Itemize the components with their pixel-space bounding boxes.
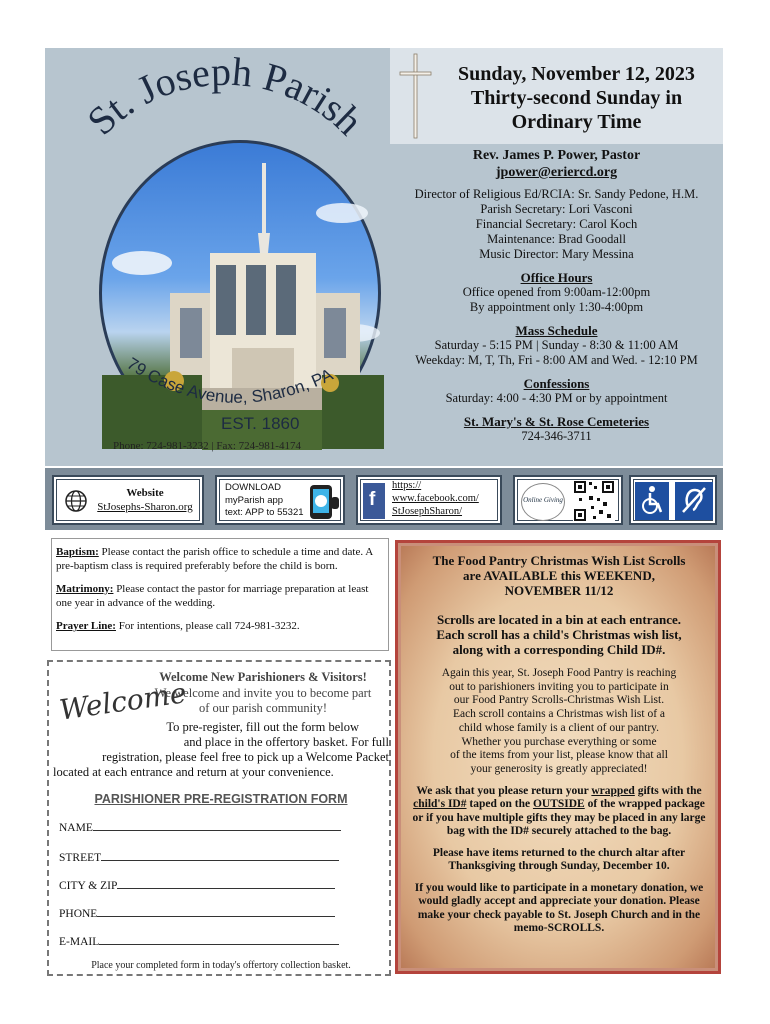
bulletin-page <box>45 48 723 978</box>
welcome-body: To pre-register, fill out the form below and place in the offertory basket. For full registration, please feel free to pick up a Welcome Packet located at each entrance and return at your convenience. <box>53 720 389 779</box>
pastor-email[interactable]: jpower@eriercd.org <box>495 165 618 180</box>
website-label: Website <box>126 487 164 499</box>
contact-strip <box>45 468 723 530</box>
facebook-link[interactable]: https:// www.facebook.com/ StJosephSharon/ <box>392 480 479 517</box>
cemeteries-heading: St. Mary's & St. Rose Cemeteries <box>463 414 650 429</box>
app-text-code: text: APP to 55321 <box>225 507 304 518</box>
staff-line: Parish Secretary: Lori Vasconi <box>480 202 633 216</box>
phone-field[interactable]: PHONE <box>59 906 335 920</box>
welcome-registration-box <box>47 660 391 976</box>
office-hours-line: Office opened from 9:00am-12:00pm <box>462 285 651 299</box>
online-giving-logo: Online Giving <box>521 483 565 521</box>
app-box[interactable] <box>215 475 345 525</box>
header <box>45 48 723 466</box>
confessions-heading: Confessions <box>523 376 590 391</box>
parish-name: St. Joseph Parish <box>78 48 372 144</box>
address-arc <box>45 48 390 466</box>
staff-line: Maintenance: Brad Goodall <box>487 232 626 246</box>
street-field[interactable]: STREET <box>59 850 339 864</box>
gift-return-instructions: We ask that you please return your wrapped gifts with the child's ID# taped on the OUTSIDE of the wrapped package or if you have multiple gifts they may be placed in any large bag with the ID# securely attached to the bag. <box>412 784 706 838</box>
facebook-box[interactable] <box>356 475 502 525</box>
website-link[interactable]: StJosephs-Sharon.org <box>97 501 193 513</box>
liturgy-line-1: Thirty-second Sunday in <box>470 87 683 109</box>
website-box[interactable] <box>52 475 204 525</box>
parish-info <box>390 148 723 444</box>
cross-icon <box>398 54 434 138</box>
parish-address: 79 Case Avenue, Sharon, PA <box>123 353 336 407</box>
donation-note: If you would like to participate in a monetary donation, we would gladly accept and appreciate your donation. Please make your check payable to St. Joseph Church and in the memo-SCROLLS. <box>414 881 704 935</box>
mass-schedule-line: Saturday - 5:15 PM | Sunday - 8:30 & 11:00 AM <box>434 338 679 352</box>
staff-line: Director of Religious Ed/RCIA: Sr. Sandy Pedone, H.M. <box>414 187 699 201</box>
date-banner <box>390 48 723 144</box>
cemeteries-phone: 724-346-3711 <box>521 429 592 443</box>
hearing-assist-icon <box>675 482 713 520</box>
bulletin-title <box>434 62 719 134</box>
food-pantry-heading: The Food Pantry Christmas Wish List Scrolls are AVAILABLE this WEEKEND, NOVEMBER 11/12 <box>432 553 686 598</box>
svg-text:79 Case Avenue, Sharon, PA <box>124 354 337 407</box>
app-download-label: DOWNLOAD <box>225 482 281 493</box>
mass-schedule-line: Weekday: M, T, Th, Fri - 8:00 AM and Wed. - 12:10 PM <box>415 353 698 367</box>
accessibility-box <box>629 475 717 525</box>
svg-text:Welcome: Welcome <box>57 676 189 727</box>
welcome-title: Welcome New Parishioners & Visitors! <box>159 670 367 684</box>
parish-logo-panel <box>45 48 385 466</box>
qr-code-icon[interactable] <box>573 480 615 522</box>
form-instructions: Place your completed form in today's offertory collection basket. <box>91 960 351 971</box>
office-hours-line: By appointment only 1:30-4:00pm <box>469 300 644 314</box>
matrimony-info: Matrimony: Please contact the pastor for marriage preparation at least one year in advance of the wedding. <box>56 583 369 609</box>
pastor-name: Rev. James P. Power, Pastor <box>472 148 641 163</box>
liturgy-line-2: Ordinary Time <box>511 111 642 133</box>
baptism-info: Baptism: Please contact the parish office to schedule a time and date. A pre-baptism class is required preferably before the child is born. <box>56 546 373 572</box>
email-field[interactable]: E-MAIL <box>59 934 339 948</box>
office-hours-heading: Office Hours <box>520 270 593 285</box>
city-zip-field[interactable]: CITY & ZIP <box>59 878 335 892</box>
scroll-location-note: Scrolls are located in a bin at each entrance. Each scroll has a child's Christmas wish list, along with a corresponding Child ID#. <box>436 612 682 657</box>
staff-line: Financial Secretary: Carol Koch <box>475 217 638 231</box>
staff-line: Music Director: Mary Messina <box>479 247 634 261</box>
confessions-line: Saturday: 4:00 - 4:30 PM or by appointment <box>445 391 668 405</box>
sacraments-info <box>51 538 389 651</box>
app-name: myParish app <box>225 494 284 506</box>
bulletin-date: Sunday, November 12, 2023 <box>458 63 695 85</box>
name-field[interactable]: NAME <box>59 820 341 834</box>
wheelchair-icon <box>635 482 669 520</box>
prayer-line-info: Prayer Line: For intentions, please call 724-981-3232. <box>56 620 300 632</box>
welcome-subtitle: We welcome and invite you to become part of our parish community! <box>154 686 372 715</box>
facebook-icon: f <box>363 483 385 519</box>
return-deadline: Please have items returned to the church altar after Thanksgiving through Sunday, December 10. <box>432 846 686 873</box>
mass-schedule-heading: Mass Schedule <box>515 323 598 338</box>
established-year: EST. 1860 <box>221 414 300 433</box>
food-pantry-body: Again this year, St. Joseph Food Pantry is reaching out to parishioners inviting you to participate in our Food Pantry Scrolls-Christmas Wish List. Each scroll contains a Christmas wish list of a child whose family is a client of our pantry. Whether you purchase everything or some of the items from your list, please know that all your generosity is greatly appreciated! <box>441 667 677 775</box>
globe-icon <box>64 489 88 513</box>
phone-fax: Phone: 724-981-3232 | Fax: 724-981-4174 <box>113 440 301 452</box>
phone-app-icon <box>307 483 341 521</box>
food-pantry-scroll <box>395 540 721 974</box>
registration-form-title: PARISHIONER PRE-REGISTRATION FORM <box>94 792 348 806</box>
online-giving-box[interactable] <box>513 475 623 525</box>
